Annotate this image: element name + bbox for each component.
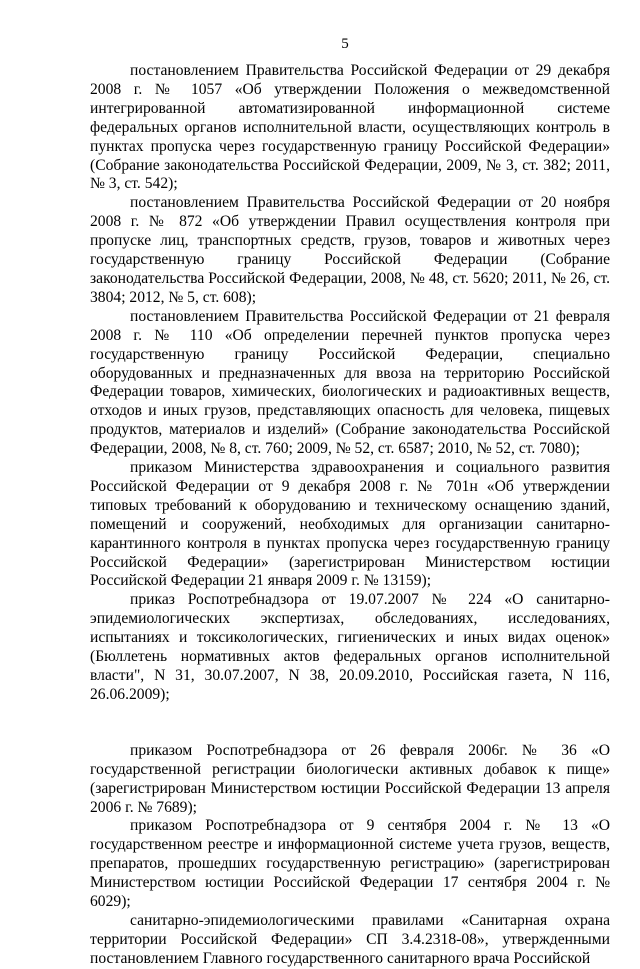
page-number: 5 xyxy=(341,36,349,52)
paragraph-order-224: приказ Роспотребнадзора от 19.07.2007 № 224 «О санитарно-эпидемиологических экспертизах, обследованиях, исследованиях, испытаниях и токсикологических, гигиенических и иных видах оценок» (Бюллетень нормативных актов федеральных органов исполнительной власти", N 31, 30.07.2007, N 38, 20.09.2010, Российская газета, N 116, 26.06.2009); xyxy=(90,591,610,703)
paragraph-order-13: приказом Роспотребнадзора от 9 сентября 2004 г. № 13 «О государственном реестре и информационной системе учета грузов, веществ, препаратов, прошедших государственную регистрацию» (зарегистрирован Министерством юстиции Российской Федерации 17 сентября 2004 г. № 6029); xyxy=(90,817,610,911)
paragraph-sanitary-rules: санитарно-эпидемиологическими правилами «Санитарная охрана территории Российской Федерации» СП 3.4.2318-08», утвержденными постановлением Главного государственного санитарного врача Российской xyxy=(90,911,610,967)
document-body xyxy=(90,62,610,969)
paragraph-order-36: приказом Роспотребнадзора от 26 февраля 2006г. № 36 «О государственной регистрации биологически активных добавок к пище» (зарегистрирован Министерством юстиции Российской Федерации 13 апреля 2006 г. № 7689); xyxy=(90,741,610,816)
paragraph-resolution-1057: постановлением Правительства Российской Федерации от 29 декабря 2008 г. № 1057 «Об утверждении Положения о межведомственной интегрированной автоматизированной информационной системе федеральных органов исполнительной власти, осуществляющих контроль в пунктах пропуска через государственную границу Российской Федерации» (Собрание законодательства Российской Федерации, 2009, № 3, ст. 382; 2011, № 3, ст. 542); xyxy=(90,62,610,193)
paragraph-resolution-110: постановлением Правительства Российской Федерации от 21 февраля 2008 г. № 110 «Об определении перечней пунктов пропуска через государственную границу Российской Федерации, специально оборудованных и предназначенных для ввоза на территорию Российской Федерации товаров, химических, биологических и радиоактивных веществ, отходов и иных грузов, представляющих опасность для человека, пищевых продуктов, материалов и изделий» (Собрание законодательства Российской Федерации, 2008, № 8, ст. 760; 2009, № 52, ст. 6587; 2010, № 52, ст. 7080); xyxy=(90,307,610,458)
paragraph-order-701n: приказом Министерства здравоохранения и социального развития Российской Федерации от 9 декабря 2008 г. № 701н «Об утверждении типовых требований к оборудованию и техническому оснащению зданий, помещений и сооружений, необходимых для организации санитарно-карантинного контроля в пунктах пропуска через государственную границу Российской Федерации» (зарегистрирован Министерством юстиции Российской Федерации 21 января 2009 г. № 13159); xyxy=(90,459,610,590)
paragraph-resolution-872: постановлением Правительства Российской Федерации от 20 ноября 2008 г. № 872 «Об утверждении Правил осуществления контроля при пропуске лиц, транспортных средств, грузов, товаров и животных через государственную границу Российской Федерации (Собрание законодательства Российской Федерации, 2008, № 48, ст. 5620; 2011, № 26, ст. 3804; 2012, № 5, ст. 608); xyxy=(90,194,610,306)
